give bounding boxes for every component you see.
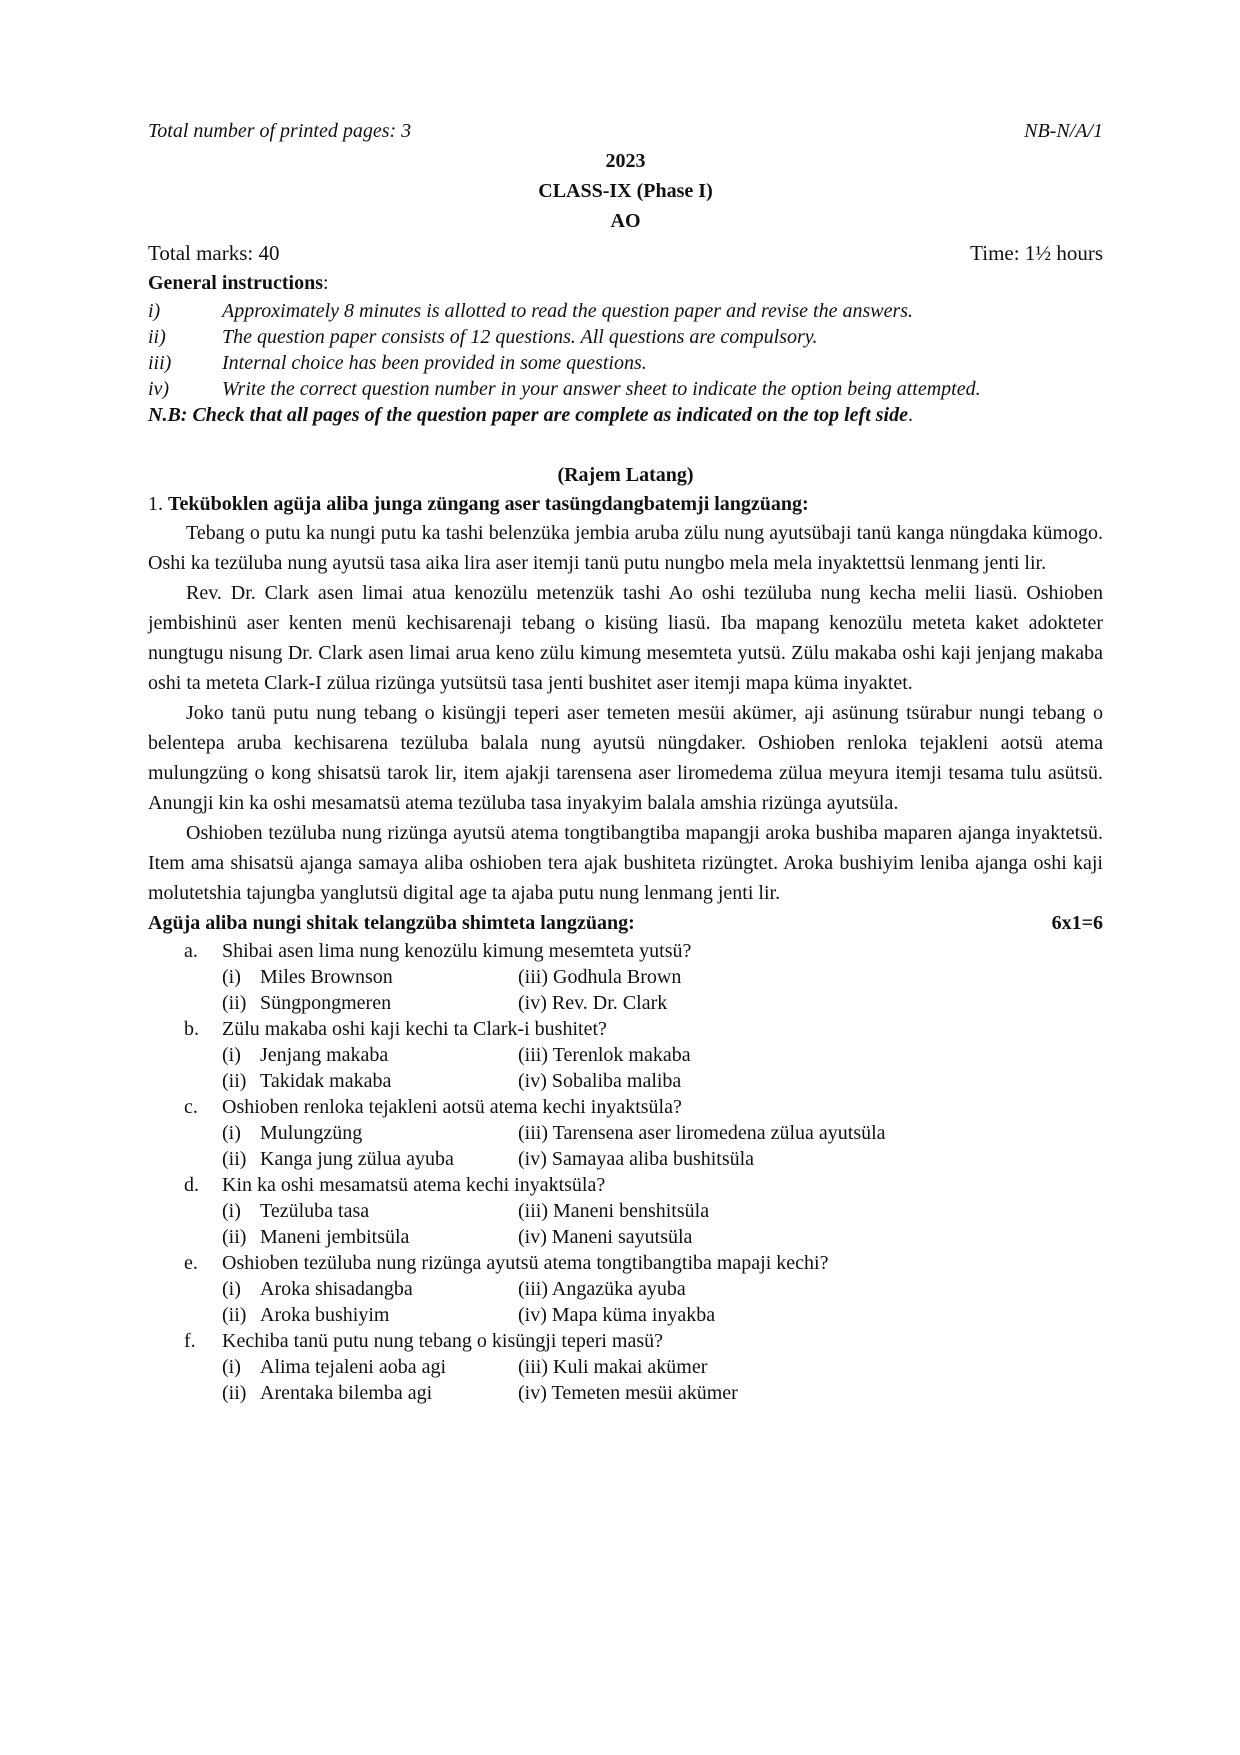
mcq-list	[148, 938, 1103, 1406]
mcq-option	[518, 1198, 709, 1224]
sub-heading-row	[148, 908, 1103, 938]
instruction-text: Approximately 8 minutes is allotted to read the question paper and revise the answers.	[222, 300, 914, 322]
mcq-question	[184, 1328, 1103, 1354]
mcq-text: Oshioben tezüluba nung rizünga ayutsü atema tongtibangtiba mapaji kechi?	[222, 1252, 829, 1274]
option-text: Maneni benshitsüla	[553, 1200, 710, 1222]
mcq-question	[184, 1172, 1103, 1198]
mcq-option	[518, 1146, 754, 1172]
option-text: Tezüluba tasa	[260, 1200, 370, 1222]
mcq-letter: b.	[184, 1018, 199, 1040]
mcq-option	[518, 964, 681, 990]
mcq-text: Zülu makaba oshi kaji kechi ta Clark-i bushitet?	[222, 1018, 607, 1040]
mcq-question	[184, 938, 1103, 964]
option-numeral: (ii)	[222, 1148, 247, 1170]
instruction-number: iv)	[148, 378, 170, 400]
exam-subject: AO	[610, 210, 641, 232]
mcq-option-row	[222, 1380, 1103, 1406]
option-numeral: (iv)	[518, 1382, 547, 1404]
option-text: Kuli makai akümer	[553, 1356, 708, 1378]
option-text: Jenjang makaba	[260, 1044, 389, 1066]
mcq-option-row	[222, 1224, 1103, 1250]
mcq-letter: c.	[184, 1096, 198, 1118]
instruction-text: Internal choice has been provided in some questions.	[222, 352, 647, 374]
passage-paragraph: Rev. Dr. Clark asen limai atua kenozülu metenzük tashi Ao oshi tezüluba nung kecha melii liasü. Oshioben jembishinü aser kenten menü kechisarenaji tebang o kisüng liasü. Iba mapang kenozülu meteta kaket adokteter nungtugu nisung Dr. Clark asen limai arua keno zülu kimung mesemteta yutsü. Zülu makaba oshi kaji jenjang makaba oshi ta meteta Clark-I zülua rizünga yutsütsü tasa jenti bushitet aser itemji mapa küma inyaktet.	[148, 582, 1103, 694]
exam-class: CLASS-IX (Phase I)	[538, 180, 713, 202]
mcq-option-row	[222, 1042, 1103, 1068]
option-text: Kanga jung zülua ayuba	[260, 1148, 454, 1170]
option-text: Godhula Brown	[553, 966, 682, 988]
option-numeral: (iv)	[518, 1304, 547, 1326]
option-text: Aroka shisadangba	[260, 1278, 413, 1300]
printed-pages-note: Total number of printed pages: 3	[148, 120, 412, 142]
question-number: 1.	[148, 493, 163, 515]
sub-heading: Agüja aliba nungi shitak telangzüba shimteta langzüang:	[148, 912, 635, 934]
option-text: Mulungzüng	[260, 1122, 363, 1144]
mcq-option	[518, 1042, 691, 1068]
instruction-text: The question paper consists of 12 questions. All questions are compulsory.	[222, 326, 818, 348]
mcq-letter: d.	[184, 1174, 199, 1196]
mcq-option	[222, 1380, 518, 1406]
mcq-option	[222, 1198, 518, 1224]
instruction-text: Write the correct question number in your answer sheet to indicate the option being attempted.	[222, 378, 981, 400]
question-1-heading	[148, 490, 1103, 518]
instruction-number: i)	[148, 300, 161, 322]
mcq-option-row	[222, 990, 1103, 1016]
instruction-item	[148, 376, 1103, 402]
option-numeral: (ii)	[222, 1304, 247, 1326]
mcq-option	[222, 1224, 518, 1250]
option-numeral: (ii)	[222, 1382, 247, 1404]
mcq-option	[222, 1276, 518, 1302]
option-numeral: (i)	[222, 1356, 241, 1378]
option-text: Miles Brownson	[260, 966, 393, 988]
time-allowed: Time: 1½ hours	[970, 241, 1103, 265]
instruction-item	[148, 324, 1103, 350]
mcq-letter: e.	[184, 1252, 198, 1274]
option-numeral: (iii)	[518, 1044, 548, 1066]
mcq-option	[222, 964, 518, 990]
question-text: Teküboklen agüja aliba junga züngang aser tasüngdangbatemji langzüang:	[168, 493, 809, 515]
mcq-option	[518, 990, 667, 1016]
mcq-option	[222, 1354, 518, 1380]
mcq-option	[518, 1380, 738, 1406]
option-text: Süngpongmeren	[260, 992, 392, 1014]
mcq-text: Kechiba tanü putu nung tebang o kisüngji teperi masü?	[222, 1330, 664, 1352]
option-numeral: (iii)	[518, 966, 548, 988]
marks-allocation: 6x1=6	[1051, 912, 1103, 934]
option-numeral: (ii)	[222, 1070, 247, 1092]
option-numeral: (ii)	[222, 992, 247, 1014]
mcq-option-row	[222, 1354, 1103, 1380]
nb-note: N.B: Check that all pages of the question paper are complete as indicated on the top left side.	[148, 404, 913, 426]
option-text: Arentaka bilemba agi	[260, 1382, 433, 1404]
mcq-option-row	[222, 1302, 1103, 1328]
option-numeral: (i)	[222, 1122, 241, 1144]
mcq-option-row	[222, 1198, 1103, 1224]
mcq-option	[222, 1042, 518, 1068]
mcq-option	[518, 1068, 681, 1094]
mcq-option	[518, 1354, 707, 1380]
instruction-number: ii)	[148, 326, 166, 348]
mcq-option-row	[222, 1120, 1103, 1146]
mcq-option-row	[222, 1068, 1103, 1094]
option-text: Terenlok makaba	[552, 1044, 691, 1066]
option-numeral: (ii)	[222, 1226, 247, 1248]
mcq-option-row	[222, 1146, 1103, 1172]
option-numeral: (iv)	[518, 992, 547, 1014]
mcq-question	[184, 1250, 1103, 1276]
instructions-heading: General instructions:	[148, 272, 329, 294]
option-text: Tarensena aser liromedena zülua ayutsüla	[552, 1122, 886, 1144]
option-text: Rev. Dr. Clark	[551, 992, 668, 1014]
mcq-letter: f.	[184, 1330, 196, 1352]
marks-time-row	[148, 238, 1103, 268]
mcq-question	[184, 1016, 1103, 1042]
option-numeral: (iv)	[518, 1070, 547, 1092]
option-numeral: (i)	[222, 1044, 241, 1066]
mcq-option	[518, 1224, 692, 1250]
option-text: Sobaliba maliba	[551, 1070, 682, 1092]
mcq-option	[222, 1302, 518, 1328]
mcq-text: Oshioben renloka tejakleni aotsü atema kechi inyaktsüla?	[222, 1096, 682, 1118]
instructions-list	[148, 298, 1103, 402]
mcq-question	[184, 1094, 1103, 1120]
option-text: Alima tejaleni aoba agi	[260, 1356, 447, 1378]
mcq-option	[222, 1146, 518, 1172]
option-numeral: (i)	[222, 1200, 241, 1222]
mcq-option	[222, 1068, 518, 1094]
instruction-number: iii)	[148, 352, 172, 374]
option-numeral: (i)	[222, 966, 241, 988]
instructions-title: General instructions	[148, 272, 323, 294]
top-header	[148, 118, 1103, 144]
passage	[148, 518, 1103, 908]
paper-code: NB-N/A/1	[1024, 120, 1103, 142]
option-numeral: (i)	[222, 1278, 241, 1300]
option-text: Takidak makaba	[260, 1070, 392, 1092]
mcq-text: Shibai asen lima nung kenozülu kimung mesemteta yutsü?	[222, 940, 692, 962]
mcq-letter: a.	[184, 940, 198, 962]
mcq-option-row	[222, 1276, 1103, 1302]
mcq-option	[518, 1276, 686, 1302]
option-text: Temeten mesüi akümer	[551, 1382, 738, 1404]
option-numeral: (iii)	[518, 1200, 548, 1222]
nb-text: N.B: Check that all pages of the question paper are complete as indicated on the top left side	[148, 404, 908, 426]
mcq-option-row	[222, 964, 1103, 990]
option-numeral: (iii)	[518, 1122, 548, 1144]
total-marks: Total marks: 40	[148, 241, 280, 265]
option-numeral: (iv)	[518, 1226, 547, 1248]
passage-paragraph: Oshioben tezüluba nung rizünga ayutsü atema tongtibangtiba mapangji aroka bushiba maparen ajanga inyaktetsü. Item ama shisatsü ajanga samaya aliba oshioben tera ajak bushiteta rizüngtet. Aroka bushiyim leniba ajanga oshi kaji molutetshia tajungba yanglutsü digital age ta ajaba putu nung lenmang jenti lir.	[148, 822, 1103, 904]
mcq-option	[518, 1120, 886, 1146]
option-text: Angazüka ayuba	[551, 1278, 686, 1300]
option-numeral: (iii)	[518, 1356, 548, 1378]
question-paper	[148, 118, 1103, 1406]
passage-paragraph: Tebang o putu ka nungi putu ka tashi belenzüka jembia aruba zülu nung ayutsübaji tanü kanga nüngdaka kümogo. Oshi ka tezüluba nung ayutsü tasa aika lira aser itemji tanü putu nungbo mela mela inyaktettsü lenmang jenti lir.	[148, 522, 1103, 574]
mcq-text: Kin ka oshi mesamatsü atema kechi inyaktsüla?	[222, 1174, 606, 1196]
option-text: Samayaa aliba bushitsüla	[551, 1148, 755, 1170]
mcq-option	[222, 1120, 518, 1146]
option-text: Maneni jembitsüla	[260, 1226, 410, 1248]
exam-year: 2023	[605, 150, 646, 172]
option-text: Mapa küma inyakba	[551, 1304, 716, 1326]
instruction-item	[148, 298, 1103, 324]
passage-paragraph: Joko tanü putu nung tebang o kisüngji teperi aser temeten mesüi akümer, aji asünung tsürabur nungi tebang o belentepa aruba kechisarena tezüluba balala nung ayutsü nüngdaker. Oshioben renloka tejakleni aotsü atema mulungzüng o kong shisatsü tarok lir, item ajakji tarensena aser liromedema zülua meyura itemji tesama tulu asütsü. Anungji kin ka oshi mesamatsü atema tezüluba tasa inyakyim balala amshia rizünga ayutsüla.	[148, 702, 1103, 814]
mcq-option	[222, 990, 518, 1016]
section-title: (Rajem Latang)	[557, 464, 694, 486]
option-text: Maneni sayutsüla	[551, 1226, 693, 1248]
mcq-option	[518, 1302, 715, 1328]
option-numeral: (iii)	[518, 1278, 548, 1300]
instruction-item	[148, 350, 1103, 376]
option-text: Aroka bushiyim	[260, 1304, 390, 1326]
option-numeral: (iv)	[518, 1148, 547, 1170]
